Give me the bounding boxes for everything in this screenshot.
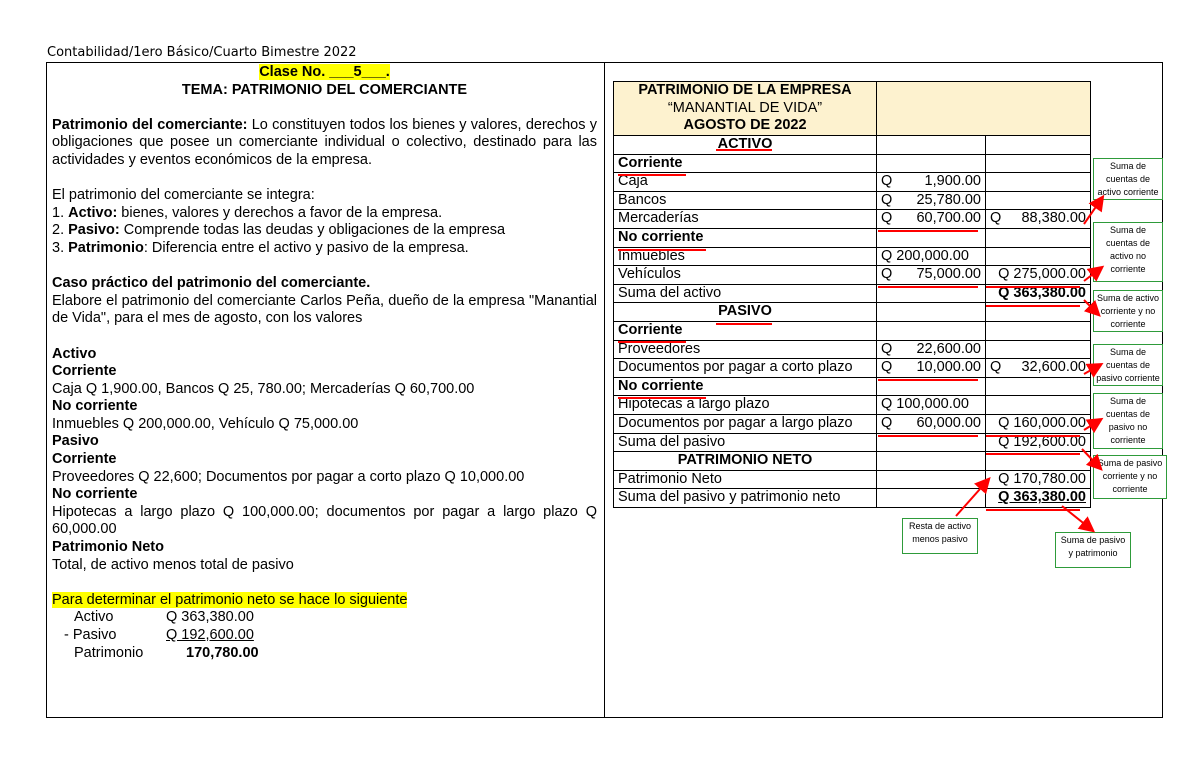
section-activo: Activo [52,345,97,362]
row-label: Caja [614,173,877,192]
note-suma-pasivo-patrimonio: Suma de pasivo y patrimonio [1055,532,1131,568]
total-amount [986,154,1091,173]
partial-amount [877,284,986,303]
case-title: Caso práctico del patrimonio del comerciante. [52,275,371,292]
row-label: No corriente [614,228,877,247]
total-amount: Q 275,000.00 [986,266,1091,285]
partial-amount [877,136,986,155]
row-label: Proveedores [614,340,877,359]
total-amount [986,303,1091,322]
subsection-no-corriente-activo: No corriente [52,398,138,415]
partial-amount: Q 1,900.00 [877,173,986,192]
total-amount: Q 363,380.00 [986,284,1091,303]
list-item-pasivo: 2. Pasivo: Comprende todas las deudas y obligaciones de la empresa [52,222,506,239]
total-amount [986,228,1091,247]
statement-row [614,173,1091,192]
row-label: Mercaderías [614,210,877,229]
procedure-heading: Para determinar el patrimonio neto se hace lo siguiente [52,591,408,608]
calc-value: Q 363,380.00 [166,609,254,626]
partial-amount [877,303,986,322]
calc-label: - Pasivo [64,627,117,643]
note-activo-corriente: Suma de cuentas de activo corriente [1093,158,1163,200]
noncurrent-liabilities-values: Hipotecas a largo plazo Q 100,000.00; documentos por pagar a largo plazo Q 60,000.00 [52,503,597,538]
statement-row [614,340,1091,359]
noncurrent-assets-values: Inmuebles Q 200,000.00, Vehículo Q 75,000.00 [52,415,359,432]
total-amount: Q 88,380.00 [986,210,1091,229]
case-text: Elabore el patrimonio del comerciante Carlos Peña, dueño de la empresa "Manantial de Vida", para el mes de agosto, con los valores [52,292,597,327]
total-amount [986,191,1091,210]
partial-amount: Q 100,000.00 [877,396,986,415]
row-label: Hipotecas a largo plazo [614,396,877,415]
note-activo-no-corriente: Suma de cuentas de activo no corriente [1093,222,1163,282]
row-label: Vehículos [614,266,877,285]
current-assets-values: Caja Q 1,900.00, Bancos Q 25, 780.00; Mercaderías Q 60,700.00 [52,380,475,397]
subsection-no-corriente-pasivo: No corriente [52,486,138,503]
row-label: Suma del pasivo y patrimonio neto [614,489,877,508]
total-amount [986,247,1091,266]
statement-row [614,396,1091,415]
balance-statement-table [613,81,1091,508]
total-amount: Q 160,000.00 [986,414,1091,433]
statement-row [614,247,1091,266]
total-amount: Q 192,600.00 [986,433,1091,452]
partial-amount: Q 22,600.00 [877,340,986,359]
partial-amount [877,377,986,396]
note-suma-activo: Suma de activo corriente y no corriente [1093,290,1163,332]
row-label: Suma del activo [614,284,877,303]
statement-row [614,452,1091,471]
partial-amount [877,433,986,452]
row-label: No corriente [614,377,877,396]
class-number: Clase No. ___5___. [259,64,390,80]
statement-row [614,489,1091,508]
calc-label: Patrimonio [74,644,144,661]
partial-amount [877,470,986,489]
section-pasivo: Pasivo [52,433,99,450]
row-label: Inmuebles [614,247,877,266]
note-resta-activo-pasivo: Resta de activo menos pasivo [902,518,978,554]
partial-amount [877,154,986,173]
net-worth-definition: Total, de activo menos total de pasivo [52,556,294,573]
partial-amount: Q 10,000.00 [877,359,986,378]
row-label: Corriente [614,321,877,340]
total-amount [986,340,1091,359]
statement-row [614,191,1091,210]
total-amount [986,396,1091,415]
statement-row [614,228,1091,247]
lesson-column [52,64,597,662]
subsection-corriente-pasivo: Corriente [52,451,117,468]
row-label: Suma del pasivo [614,433,877,452]
list-item-activo: 1. Activo: bienes, valores y derechos a favor de la empresa. [52,204,443,221]
partial-amount [877,228,986,247]
statement-row [614,414,1091,433]
row-label: Corriente [614,154,877,173]
partial-amount: Q 60,000.00 [877,414,986,433]
total-amount: Q 32,600.00 [986,359,1091,378]
total-amount [986,136,1091,155]
statement-row [614,284,1091,303]
partial-amount: Q 200,000.00 [877,247,986,266]
lesson-topic: TEMA: PATRIMONIO DEL COMERCIANTE [181,81,468,98]
calc-value: Q 192,600.00 [166,627,254,643]
page-header: Contabilidad/1ero Básico/Cuarto Bimestre 2022 [47,45,357,60]
current-liabilities-values: Proveedores Q 22,600; Documentos por pagar a corto plazo Q 10,000.00 [52,468,525,485]
total-amount [986,173,1091,192]
note-pasivo-no-corriente: Suma de cuentas de pasivo no corriente [1093,393,1163,449]
definition-paragraph: Patrimonio del comerciante: Lo constituyen todos los bienes y valores, derechos y obligaciones que posee un comerciante individual o colectivo, destinado para las actividades y eventos económicos de la empresa. [52,116,597,168]
row-label: ACTIVO [614,136,877,155]
row-label: PATRIMONIO NETO [614,452,877,471]
total-amount [986,377,1091,396]
statement-title: PATRIMONIO DE LA EMPRESA “MANANTIAL DE VIDA” AGOSTO DE 2022 [614,82,877,136]
subsection-corriente-activo: Corriente [52,363,117,380]
statement-row [614,321,1091,340]
statement-row [614,154,1091,173]
row-label: Patrimonio Neto [614,470,877,489]
list-item-patrimonio: 3. Patrimonio: Diferencia entre el activo y pasivo de la empresa. [52,239,469,256]
statement-row [614,266,1091,285]
total-amount: Q 363,380.00 [986,489,1091,508]
partial-amount: Q 60,700.00 [877,210,986,229]
partial-amount: Q 75,000.00 [877,266,986,285]
partial-amount: Q 25,780.00 [877,191,986,210]
column-divider [604,62,605,718]
statement-row [614,136,1091,155]
statement-row [614,433,1091,452]
row-label: Documentos por pagar a largo plazo [614,414,877,433]
statement-row [614,359,1091,378]
integration-intro: El patrimonio del comerciante se integra: [52,187,315,204]
statement-row [614,210,1091,229]
calc-total: 170,780.00 [186,644,259,661]
net-worth-calculation [52,609,597,662]
statement-row [614,470,1091,489]
total-amount: Q 170,780.00 [986,470,1091,489]
row-label: PASIVO [614,303,877,322]
statement-row [614,303,1091,322]
total-amount [986,321,1091,340]
partial-amount [877,452,986,471]
row-label: Bancos [614,191,877,210]
partial-amount [877,321,986,340]
section-patrimonio-neto: Patrimonio Neto [52,539,164,556]
partial-amount [877,489,986,508]
note-suma-pasivo: Suma de pasivo corriente y no corriente [1093,455,1167,499]
calc-label: Activo [74,609,114,626]
row-label: Documentos por pagar a corto plazo [614,359,877,378]
statement-row [614,377,1091,396]
note-pasivo-corriente: Suma de cuentas de pasivo corriente [1093,344,1163,386]
total-amount [986,452,1091,471]
